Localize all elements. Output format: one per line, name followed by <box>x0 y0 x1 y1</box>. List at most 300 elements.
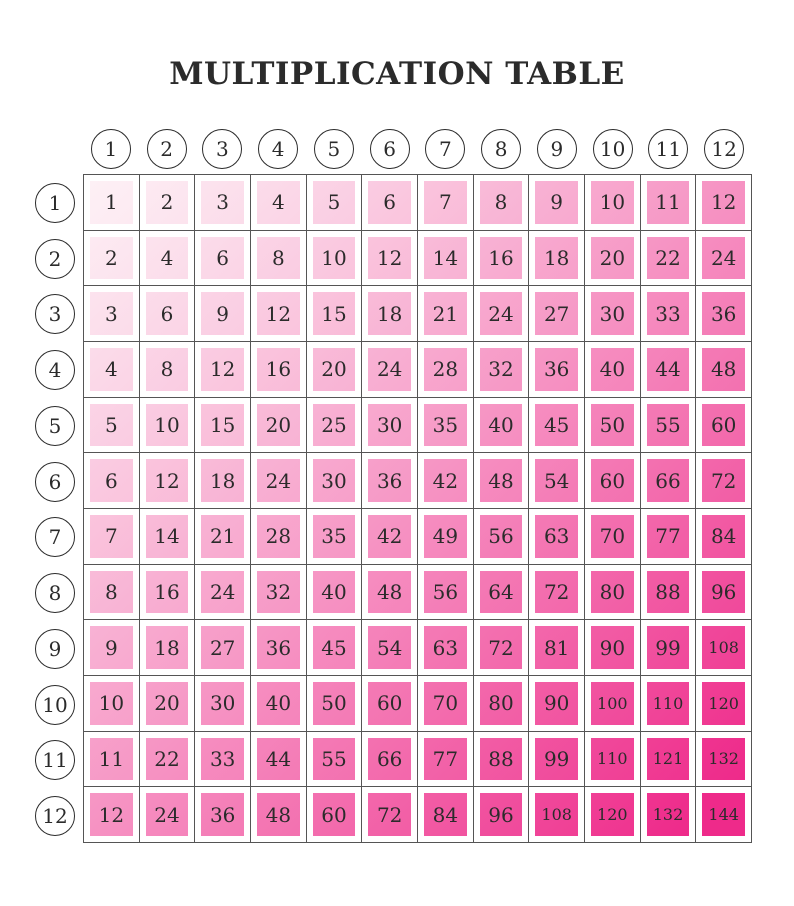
cell-value: 16 <box>257 348 300 391</box>
table-cell <box>474 676 530 732</box>
cell-value: 20 <box>313 348 356 391</box>
table-cell <box>641 676 697 732</box>
table-cell <box>696 398 752 454</box>
table-cell <box>529 453 585 509</box>
cell-value: 48 <box>480 459 523 502</box>
table-cell <box>696 620 752 676</box>
cell-value: 30 <box>368 404 411 447</box>
cell-value: 45 <box>535 404 578 447</box>
column-header-11: 11 <box>648 129 688 169</box>
cell-value: 21 <box>424 292 467 335</box>
table-cell <box>529 509 585 565</box>
cell-value: 28 <box>424 348 467 391</box>
cell-value: 18 <box>201 459 244 502</box>
table-cell <box>84 398 140 454</box>
table-cell <box>84 620 140 676</box>
column-header-5: 5 <box>314 129 354 169</box>
table-cell <box>140 732 196 788</box>
table-cell <box>251 342 307 398</box>
cell-value: 35 <box>313 515 356 558</box>
cell-value: 40 <box>313 571 356 614</box>
cell-value: 96 <box>702 571 745 614</box>
column-header-4: 4 <box>258 129 298 169</box>
table-cell <box>418 676 474 732</box>
table-cell <box>696 231 752 287</box>
cell-value: 22 <box>647 237 690 280</box>
table-cell <box>474 175 530 231</box>
table-cell <box>474 231 530 287</box>
cell-value: 14 <box>146 515 189 558</box>
cell-value: 36 <box>201 793 244 836</box>
table-cell <box>140 231 196 287</box>
table-cell <box>195 286 251 342</box>
cell-value: 132 <box>702 738 745 781</box>
table-cell <box>696 676 752 732</box>
cell-value: 24 <box>480 292 523 335</box>
cell-value: 72 <box>535 571 578 614</box>
row-header-1: 1 <box>35 183 75 223</box>
cell-value: 10 <box>90 682 133 725</box>
table-cell <box>418 787 474 843</box>
cell-value: 16 <box>146 571 189 614</box>
cell-value: 96 <box>480 793 523 836</box>
table-cell <box>362 732 418 788</box>
table-cell <box>641 732 697 788</box>
cell-value: 32 <box>257 571 300 614</box>
table-cell <box>474 453 530 509</box>
cell-value: 44 <box>257 738 300 781</box>
column-header-6: 6 <box>370 129 410 169</box>
cell-value: 7 <box>424 181 467 224</box>
column-header-12: 12 <box>704 129 744 169</box>
table-cell <box>362 398 418 454</box>
row-header-4: 4 <box>35 350 75 390</box>
table-cell <box>84 676 140 732</box>
cell-value: 144 <box>702 793 745 836</box>
table-cell <box>474 732 530 788</box>
cell-value: 77 <box>424 738 467 781</box>
cell-value: 24 <box>702 237 745 280</box>
cell-value: 50 <box>591 404 634 447</box>
cell-value: 3 <box>90 292 133 335</box>
table-cell <box>474 787 530 843</box>
cell-value: 12 <box>368 237 411 280</box>
cell-value: 48 <box>257 793 300 836</box>
row-header-9: 9 <box>35 629 75 669</box>
table-cell <box>641 342 697 398</box>
table-cell <box>307 620 363 676</box>
table-cell <box>84 286 140 342</box>
table-cell <box>195 398 251 454</box>
table-cell <box>84 342 140 398</box>
cell-value: 64 <box>480 571 523 614</box>
table-cell <box>251 286 307 342</box>
table-cell <box>307 342 363 398</box>
cell-value: 72 <box>702 459 745 502</box>
table-cell <box>641 787 697 843</box>
cell-value: 10 <box>146 404 189 447</box>
cell-value: 11 <box>647 181 690 224</box>
cell-value: 56 <box>424 571 467 614</box>
table-cell <box>307 565 363 621</box>
table-cell <box>195 732 251 788</box>
table-cell <box>585 286 641 342</box>
cell-value: 25 <box>313 404 356 447</box>
cell-value: 12 <box>201 348 244 391</box>
table-cell <box>195 175 251 231</box>
column-header-1: 1 <box>91 129 131 169</box>
cell-value: 55 <box>647 404 690 447</box>
table-cell <box>195 676 251 732</box>
cell-value: 3 <box>201 181 244 224</box>
table-cell <box>362 565 418 621</box>
cell-value: 15 <box>201 404 244 447</box>
cell-value: 60 <box>368 682 411 725</box>
cell-value: 28 <box>257 515 300 558</box>
cell-value: 21 <box>201 515 244 558</box>
table-cell <box>585 620 641 676</box>
cell-value: 36 <box>702 292 745 335</box>
table-cell <box>362 453 418 509</box>
table-cell <box>641 286 697 342</box>
table-cell <box>84 175 140 231</box>
table-cell <box>251 787 307 843</box>
table-cell <box>140 509 196 565</box>
table-cell <box>418 398 474 454</box>
cell-value: 72 <box>480 626 523 669</box>
cell-value: 5 <box>313 181 356 224</box>
table-cell <box>140 620 196 676</box>
table-cell <box>418 286 474 342</box>
cell-value: 24 <box>146 793 189 836</box>
table-cell <box>641 175 697 231</box>
table-cell <box>418 175 474 231</box>
cell-value: 10 <box>313 237 356 280</box>
cell-value: 80 <box>480 682 523 725</box>
table-cell <box>84 231 140 287</box>
cell-value: 8 <box>90 571 133 614</box>
cell-value: 9 <box>535 181 578 224</box>
column-header-7: 7 <box>425 129 465 169</box>
row-headers <box>35 175 77 843</box>
cell-value: 81 <box>535 626 578 669</box>
table-cell <box>585 398 641 454</box>
table-cell <box>696 342 752 398</box>
table-cell <box>307 286 363 342</box>
table-cell <box>362 620 418 676</box>
cell-value: 1 <box>90 181 133 224</box>
cell-value: 99 <box>535 738 578 781</box>
table-cell <box>251 676 307 732</box>
table-cell <box>307 509 363 565</box>
cell-value: 14 <box>424 237 467 280</box>
table-cell <box>251 175 307 231</box>
column-header-3: 3 <box>202 129 242 169</box>
cell-value: 20 <box>591 237 634 280</box>
table-cell <box>641 509 697 565</box>
cell-value: 8 <box>257 237 300 280</box>
cell-value: 60 <box>591 459 634 502</box>
table-cell <box>307 231 363 287</box>
table-cell <box>362 676 418 732</box>
table-cell <box>251 231 307 287</box>
cell-value: 60 <box>702 404 745 447</box>
table-cell <box>641 453 697 509</box>
table-cell <box>418 231 474 287</box>
table-cell <box>195 565 251 621</box>
cell-value: 60 <box>313 793 356 836</box>
cell-value: 54 <box>535 459 578 502</box>
cell-value: 6 <box>146 292 189 335</box>
cell-value: 16 <box>480 237 523 280</box>
table-cell <box>251 509 307 565</box>
table-cell <box>140 453 196 509</box>
cell-value: 121 <box>647 738 690 781</box>
table-cell <box>140 342 196 398</box>
row-header-6: 6 <box>35 462 75 502</box>
cell-value: 5 <box>90 404 133 447</box>
table-cell <box>529 286 585 342</box>
column-header-9: 9 <box>537 129 577 169</box>
cell-value: 132 <box>647 793 690 836</box>
table-cell <box>585 231 641 287</box>
cell-value: 88 <box>647 571 690 614</box>
row-header-8: 8 <box>35 573 75 613</box>
cell-value: 40 <box>257 682 300 725</box>
table-cell <box>195 787 251 843</box>
table-cell <box>140 676 196 732</box>
table-cell <box>696 787 752 843</box>
table-cell <box>641 565 697 621</box>
table-cell <box>307 732 363 788</box>
cell-value: 48 <box>368 571 411 614</box>
table-cell <box>529 231 585 287</box>
cell-value: 7 <box>90 515 133 558</box>
cell-value: 63 <box>535 515 578 558</box>
cell-value: 30 <box>313 459 356 502</box>
table-cell <box>195 509 251 565</box>
table-cell <box>641 231 697 287</box>
cell-value: 36 <box>368 459 411 502</box>
table-cell <box>140 398 196 454</box>
table-cell <box>251 620 307 676</box>
cell-value: 24 <box>257 459 300 502</box>
cell-value: 12 <box>702 181 745 224</box>
cell-value: 108 <box>535 793 578 836</box>
table-cell <box>474 398 530 454</box>
table-cell <box>84 732 140 788</box>
cell-value: 9 <box>201 292 244 335</box>
cell-value: 40 <box>480 404 523 447</box>
cell-value: 63 <box>424 626 467 669</box>
cell-value: 49 <box>424 515 467 558</box>
table-cell <box>418 453 474 509</box>
cell-value: 66 <box>368 738 411 781</box>
cell-value: 4 <box>90 348 133 391</box>
table-cell <box>585 565 641 621</box>
row-header-10: 10 <box>35 685 75 725</box>
cell-value: 27 <box>535 292 578 335</box>
table-cell <box>696 565 752 621</box>
cell-value: 12 <box>146 459 189 502</box>
cell-value: 36 <box>535 348 578 391</box>
table-cell <box>251 398 307 454</box>
table-cell <box>474 509 530 565</box>
cell-value: 70 <box>424 682 467 725</box>
table-cell <box>195 342 251 398</box>
table-cell <box>362 787 418 843</box>
table-cell <box>140 787 196 843</box>
table-cell <box>307 398 363 454</box>
cell-value: 44 <box>647 348 690 391</box>
table-cell <box>696 175 752 231</box>
column-header-8: 8 <box>481 129 521 169</box>
cell-value: 4 <box>146 237 189 280</box>
table-cell <box>251 732 307 788</box>
cell-value: 35 <box>424 404 467 447</box>
cell-value: 30 <box>591 292 634 335</box>
row-header-12: 12 <box>35 796 75 836</box>
table-cell <box>362 286 418 342</box>
cell-value: 66 <box>647 459 690 502</box>
cell-value: 12 <box>257 292 300 335</box>
table-cell <box>696 732 752 788</box>
column-header-10: 10 <box>593 129 633 169</box>
cell-value: 108 <box>702 626 745 669</box>
table-cell <box>140 286 196 342</box>
table-cell <box>585 175 641 231</box>
table-cell <box>641 620 697 676</box>
cell-value: 9 <box>90 626 133 669</box>
cell-value: 24 <box>368 348 411 391</box>
table-cell <box>529 787 585 843</box>
cell-value: 36 <box>257 626 300 669</box>
row-header-11: 11 <box>35 740 75 780</box>
cell-value: 99 <box>647 626 690 669</box>
cell-value: 11 <box>90 738 133 781</box>
table-cell <box>195 620 251 676</box>
table-cell <box>585 342 641 398</box>
cell-value: 42 <box>424 459 467 502</box>
cell-value: 120 <box>702 682 745 725</box>
multiplication-grid <box>83 174 752 843</box>
cell-value: 4 <box>257 181 300 224</box>
table-cell <box>418 732 474 788</box>
table-cell <box>307 676 363 732</box>
cell-value: 110 <box>647 682 690 725</box>
cell-value: 15 <box>313 292 356 335</box>
table-cell <box>307 787 363 843</box>
table-cell <box>362 509 418 565</box>
cell-value: 54 <box>368 626 411 669</box>
cell-value: 18 <box>146 626 189 669</box>
table-cell <box>140 175 196 231</box>
column-headers <box>83 128 752 170</box>
cell-value: 10 <box>591 181 634 224</box>
table-cell <box>84 453 140 509</box>
cell-value: 27 <box>201 626 244 669</box>
cell-value: 77 <box>647 515 690 558</box>
cell-value: 45 <box>313 626 356 669</box>
row-header-3: 3 <box>35 294 75 334</box>
cell-value: 70 <box>591 515 634 558</box>
cell-value: 2 <box>146 181 189 224</box>
table-cell <box>195 231 251 287</box>
table-cell <box>251 453 307 509</box>
table-cell <box>585 676 641 732</box>
cell-value: 18 <box>535 237 578 280</box>
table-cell <box>474 342 530 398</box>
table-cell <box>307 453 363 509</box>
cell-value: 90 <box>535 682 578 725</box>
table-cell <box>696 509 752 565</box>
table-cell <box>474 565 530 621</box>
table-cell <box>362 175 418 231</box>
cell-value: 20 <box>146 682 189 725</box>
cell-value: 2 <box>90 237 133 280</box>
cell-value: 56 <box>480 515 523 558</box>
column-header-2: 2 <box>147 129 187 169</box>
cell-value: 84 <box>702 515 745 558</box>
cell-value: 50 <box>313 682 356 725</box>
cell-value: 8 <box>146 348 189 391</box>
table-cell <box>641 398 697 454</box>
page-title: MULTIPLICATION TABLE <box>169 56 625 92</box>
row-header-5: 5 <box>35 406 75 446</box>
row-header-7: 7 <box>35 517 75 557</box>
table-cell <box>585 453 641 509</box>
table-cell <box>251 565 307 621</box>
table-cell <box>418 620 474 676</box>
table-cell <box>84 565 140 621</box>
table-cell <box>585 509 641 565</box>
cell-value: 42 <box>368 515 411 558</box>
table-cell <box>529 398 585 454</box>
table-cell <box>696 453 752 509</box>
cell-value: 48 <box>702 348 745 391</box>
cell-value: 12 <box>90 793 133 836</box>
cell-value: 24 <box>201 571 244 614</box>
table-cell <box>195 453 251 509</box>
table-cell <box>84 787 140 843</box>
table-cell <box>418 509 474 565</box>
table-cell <box>140 565 196 621</box>
cell-value: 32 <box>480 348 523 391</box>
table-cell <box>696 286 752 342</box>
cell-value: 22 <box>146 738 189 781</box>
cell-value: 20 <box>257 404 300 447</box>
cell-value: 6 <box>368 181 411 224</box>
table-cell <box>529 676 585 732</box>
cell-value: 72 <box>368 793 411 836</box>
table-cell <box>529 342 585 398</box>
table-cell <box>529 565 585 621</box>
cell-value: 55 <box>313 738 356 781</box>
cell-value: 6 <box>90 459 133 502</box>
cell-value: 33 <box>647 292 690 335</box>
cell-value: 80 <box>591 571 634 614</box>
table-cell <box>529 620 585 676</box>
table-cell <box>474 620 530 676</box>
cell-value: 90 <box>591 626 634 669</box>
cell-value: 120 <box>591 793 634 836</box>
table-cell <box>84 509 140 565</box>
table-cell <box>418 342 474 398</box>
table-cell <box>529 732 585 788</box>
table-cell <box>362 342 418 398</box>
table-cell <box>585 732 641 788</box>
cell-value: 40 <box>591 348 634 391</box>
